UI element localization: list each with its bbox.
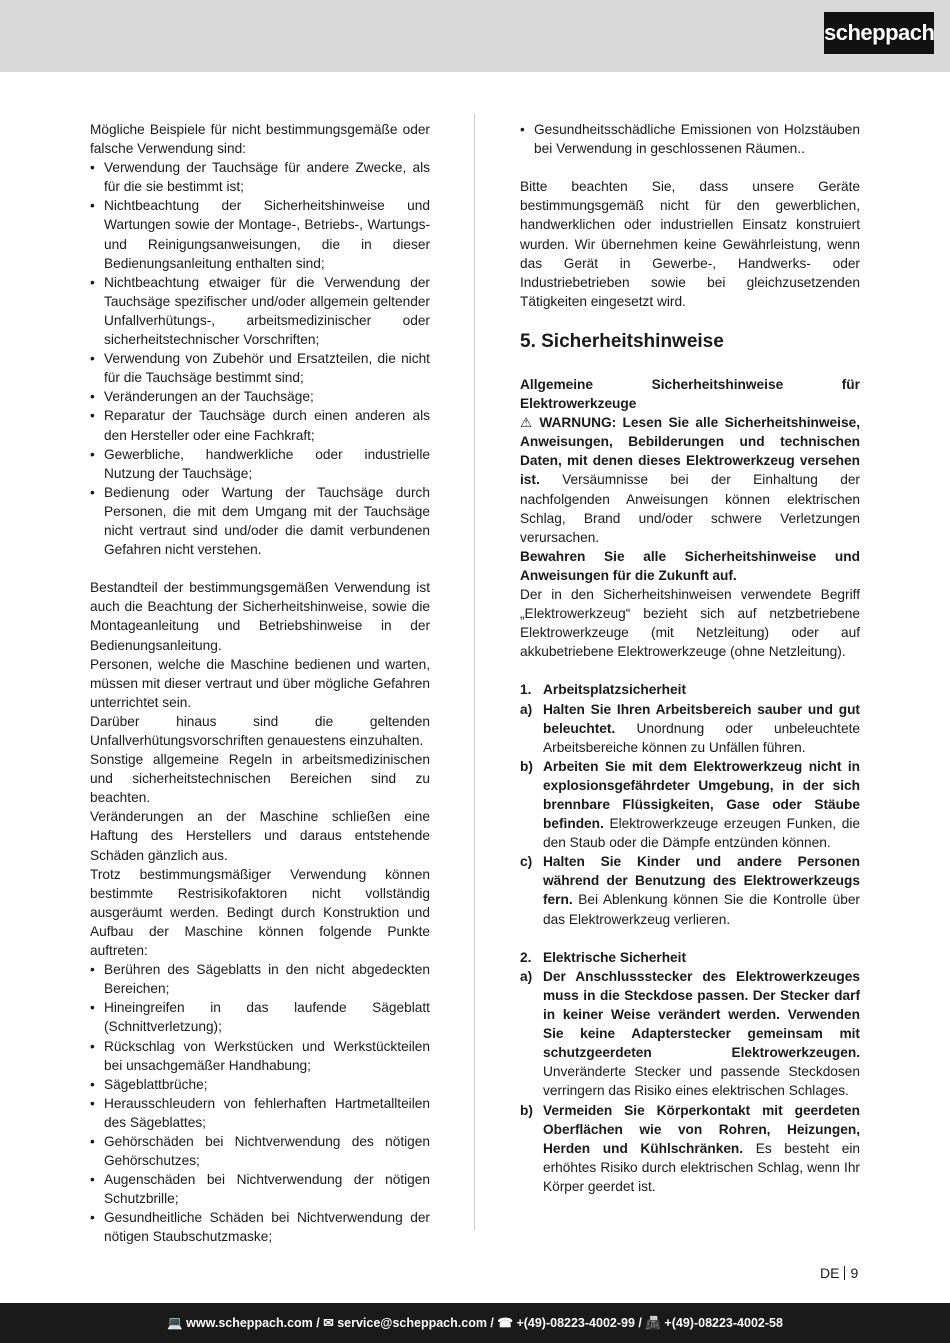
list-item	[90, 1132, 430, 1170]
bullet-icon: •	[90, 962, 95, 978]
item-text: Unordnung oder unbeleuchtete Arbeitsbereiche können zu Unfällen führen.	[543, 720, 860, 755]
subsection-number: 1.	[520, 682, 532, 698]
subsection-number: 2.	[520, 949, 532, 965]
list-item-text: Gehörschäden bei Nichtverwendung des nötigen Gehörschutzes;	[104, 1133, 430, 1169]
item-bold-text: Halten Sie Kinder und andere Personen während der Benutzung des Elektrowerkzeugs fern.	[543, 854, 860, 908]
bullet-icon: •	[90, 274, 95, 290]
warning-text: Versäumnisse bei der Einhaltung der nachfolgenden Anweisungen können elektrischen Schlag, Brand und/oder schwere Verletzungen verursachen.	[520, 472, 860, 545]
list-item	[90, 273, 430, 349]
bullet-icon: •	[90, 1076, 95, 1092]
spacer	[520, 661, 860, 680]
list-item	[90, 387, 430, 406]
subsection-heading	[520, 948, 860, 967]
list-item-text: Nichtbeachtung der Sicherheitshinweise und Wartungen sowie der Montage-, Betriebs-, Wartungs- und Reinigungsanweisungen, die in dieser Bedienungsanleitung enthalten sind;	[104, 198, 430, 271]
item-bold-text: Vermeiden Sie Körperkontakt mit geerdeten Oberflächen wie von Rohren, Heizungen, Herden und Kühlschränken.	[543, 1102, 860, 1156]
footer-separator: /	[634, 1316, 646, 1330]
bullet-icon: •	[90, 446, 95, 462]
page-number-divider	[844, 1266, 845, 1280]
item-label: a)	[520, 968, 533, 984]
list-item	[90, 1094, 430, 1132]
item-label: c)	[520, 854, 533, 870]
subsection-title: Elektrische Sicherheit	[543, 949, 687, 965]
footer-bar	[0, 1303, 950, 1343]
list-item	[90, 1208, 430, 1246]
warning-triangle-icon: ⚠	[520, 415, 533, 431]
subsection-title: Arbeitsplatzsicherheit	[543, 682, 686, 698]
bullet-icon: •	[90, 351, 95, 367]
paragraph: Bestandteil der bestimmungsgemäßen Verwendung ist auch die Beachtung der Sicherheitshinweise, sowie die Montageanleitung und Betriebshinweise in der Bedienungsanleitung.	[90, 580, 430, 653]
bullet-icon: •	[90, 389, 95, 405]
list-item	[520, 120, 860, 158]
keep-instructions	[520, 547, 860, 585]
misuse-intro: Mögliche Beispiele für nicht bestimmungsgemäße oder falsche Verwendung sind:	[90, 122, 430, 157]
bullet-icon: •	[90, 1210, 95, 1226]
item-text: Elektrowerkzeuge erzeugen Funken, die den Staub oder die Dämpfe entzünden können.	[543, 816, 860, 851]
item-label: b)	[520, 758, 533, 774]
phone-icon: ☎	[497, 1316, 513, 1330]
list-item	[90, 349, 430, 387]
item-label: b)	[520, 1102, 533, 1118]
list-item	[90, 406, 430, 444]
item-bold-text: Arbeiten Sie mit dem Elektrowerkzeug nicht in explosionsgefährdeter Umgebung, in der sich brennbare Flüssigkeiten, Gase oder Stäube befinden.	[543, 758, 860, 832]
list-item	[90, 483, 430, 559]
spacer	[90, 559, 430, 578]
paragraph: Sonstige allgemeine Regeln in arbeitsmedizinischen und sicherheitstechnischen Bereichen sind zu beachten.	[90, 752, 430, 806]
scheppach-logo: scheppach	[824, 12, 934, 54]
page-number	[820, 1265, 858, 1281]
item-bold-text: Der Anschlussstecker des Elektrowerkzeuges muss in die Steckdose passen. Der Stecker darf in keiner Weise verändert werden. Verwenden Sie keine Adapterstecker gemeinsam mit schutzgeerdeten Elektrowerkzeugen.	[543, 968, 860, 1061]
page-language: DE	[820, 1265, 840, 1281]
list-item	[90, 960, 430, 998]
keep-instructions-text: Bewahren Sie alle Sicherheitshinweise und Anweisungen für die Zukunft auf.	[520, 548, 860, 583]
column-divider	[474, 114, 475, 1230]
right-column	[520, 120, 860, 1196]
misuse-list	[90, 158, 430, 559]
footer-separator: /	[312, 1316, 324, 1330]
website-link[interactable]: www.scheppach.com	[186, 1316, 313, 1330]
spacer	[520, 311, 860, 329]
fax-icon: 📠	[645, 1316, 661, 1330]
list-item-text: Veränderungen an der Tauchsäge;	[104, 389, 314, 405]
paragraph: Personen, welche die Maschine bedienen und warten, müssen mit dieser vertraut und über mögliche Gefahren unterrichtet sein.	[90, 656, 430, 710]
page-number-value: 9	[850, 1265, 859, 1281]
phone-number: +(49)-08223-4002-99	[516, 1316, 635, 1330]
list-item-text: Nichtbeachtung etwaiger für die Verwendung der Tauchsäge spezifischer und/oder allgemein geltender Unfallverhütungs-, arbeitsmedizinischer oder sicherheitstechnischer Vorschriften;	[104, 274, 430, 348]
general-safety-heading-text: Allgemeine Sicherheitshinweise für Elektrowerkzeuge	[520, 376, 860, 412]
item-text: Bei Ablenkung können Sie die Kontrolle über das Elektrowerkzeug verlieren.	[543, 892, 860, 927]
item-text: Unveränderte Stecker und passende Steckdosen verringern das Risiko eines elektrischen Schlages.	[543, 1064, 860, 1099]
paragraph: Veränderungen an der Maschine schließen eine Haftung des Herstellers und daraus entstehende Schäden gänzlich aus.	[90, 809, 430, 863]
bullet-icon: •	[90, 1133, 95, 1149]
spacer	[520, 929, 860, 948]
header-bar	[0, 0, 950, 72]
bullet-icon: •	[520, 122, 525, 137]
list-item	[90, 1170, 430, 1208]
left-column	[90, 120, 430, 1247]
list-item	[520, 967, 860, 1101]
email-link[interactable]: service@scheppach.com	[337, 1316, 487, 1330]
list-item	[520, 700, 860, 757]
bullet-icon: •	[90, 160, 95, 176]
bullet-icon: •	[90, 1000, 95, 1016]
list-item	[520, 1101, 860, 1196]
list-item-text: Sägeblattbrüche;	[104, 1076, 208, 1092]
paragraph: Trotz bestimmungsmäßiger Verwendung können bestimmte Restrisikofaktoren nicht vollständig ausgeräumt werden. Bedingt durch Konstruktion und Aufbau der Maschine können folgende Punkte auftreten:	[90, 866, 430, 959]
list-item-text: Herausschleudern von fehlerhaften Hartmetallteilen des Sägeblattes;	[104, 1095, 430, 1130]
bullet-icon: •	[90, 198, 95, 214]
list-item	[90, 1075, 430, 1094]
bullet-icon: •	[90, 1095, 95, 1111]
list-item	[90, 1037, 430, 1075]
mail-icon: ✉	[323, 1316, 334, 1330]
list-item	[90, 998, 430, 1036]
list-item-text: Berühren des Sägeblatts in den nicht abgedeckten Bereichen;	[104, 962, 430, 997]
list-item-text: Reparatur der Tauchsäge durch einen anderen als den Hersteller oder eine Fachkraft;	[104, 408, 430, 443]
list-item-text: Gesundheitliche Schäden bei Nichtverwendung der nötigen Staubschutzmaske;	[104, 1210, 430, 1245]
bullet-icon: •	[90, 408, 95, 424]
list-item-text: Hineingreifen in das laufende Sägeblatt (Schnittverletzung);	[104, 1000, 430, 1035]
list-item-text: Verwendung der Tauchsäge für andere Zwecke, als für die sie bestimmt ist;	[104, 160, 430, 195]
subsection-heading	[520, 680, 860, 699]
list-item-text: Verwendung von Zubehör und Ersatzteilen, die nicht für die Tauchsäge bestimmt sind;	[104, 351, 430, 386]
item-bold-text: Halten Sie Ihren Arbeitsbereich sauber und gut beleuchtet.	[543, 701, 860, 736]
bullet-icon: •	[90, 1038, 95, 1054]
item-label: a)	[520, 701, 533, 717]
list-item-text: Gewerbliche, handwerkliche oder industrielle Nutzung der Tauchsäge;	[104, 446, 430, 481]
list-item	[90, 196, 430, 272]
warning-bold-text: WARNUNG: Lesen Sie alle Sicherheitshinweise, Anweisungen, Bebilderungen und technischen Daten, mit denen dieses Elektrowerkzeug versehen ist.	[520, 415, 860, 488]
spacer	[520, 158, 860, 177]
list-item	[90, 158, 430, 196]
term-definition: Der in den Sicherheitshinweisen verwendete Begriff „Elektrowerkzeug“ bezieht sich auf netzbetriebene Elektrowerkzeuge (mit Netzleitung) oder auf akkubetriebene Elektrowerkzeuge (ohne Netzleitung).	[520, 586, 860, 660]
spacer	[520, 355, 860, 375]
bullet-icon: •	[90, 484, 95, 500]
list-item	[90, 445, 430, 483]
list-item-text: Augenschäden bei Nichtverwendung der nötigen Schutzbrille;	[104, 1172, 430, 1207]
list-item	[520, 852, 860, 928]
section-title: 5. Sicherheitshinweise	[520, 330, 724, 352]
risk-list	[90, 960, 430, 1246]
list-item	[520, 757, 860, 852]
bullet-icon: •	[90, 1172, 95, 1188]
list-item-text: Gesundheitsschädliche Emissionen von Holzstäuben bei Verwendung in geschlossenen Räumen..	[534, 122, 860, 157]
footer-separator: /	[486, 1316, 498, 1330]
item-text: Es besteht ein erhöhtes Risiko durch elektrischen Schlag, wenn Ihr Körper geerdet ist.	[543, 1140, 860, 1194]
general-safety-heading	[520, 375, 860, 413]
paragraph: Darüber hinaus sind die geltenden Unfallverhütungsvorschriften genauestens einzuhalten.	[90, 713, 430, 748]
list-item-text: Bedienung oder Wartung der Tauchsäge durch Personen, die mit dem Umgang mit der Tauchsäge nicht vertraut sind und/oder die damit verbundenen Gefahren nicht verstehen.	[104, 484, 430, 558]
computer-icon: 💻	[167, 1316, 183, 1330]
list-item-text: Rückschlag von Werkstücken und Werkstückteilen bei unsachgemäßer Handhabung;	[104, 1038, 430, 1073]
warning-paragraph	[520, 413, 860, 547]
commercial-use-note: Bitte beachten Sie, dass unsere Geräte bestimmungsgemäß nicht für den gewerblichen, handwerklichen oder industriellen Einsatz konstruiert wurden. Wir übernehmen keine Gewährleistung, wenn das Gerät in Gewerbe-, Handwerks- oder Industriebetrieben sowie bei gleichzusetzenden Tätigkeiten eingesetzt wird.	[520, 179, 860, 309]
fax-number: +(49)-08223-4002-58	[664, 1316, 783, 1330]
